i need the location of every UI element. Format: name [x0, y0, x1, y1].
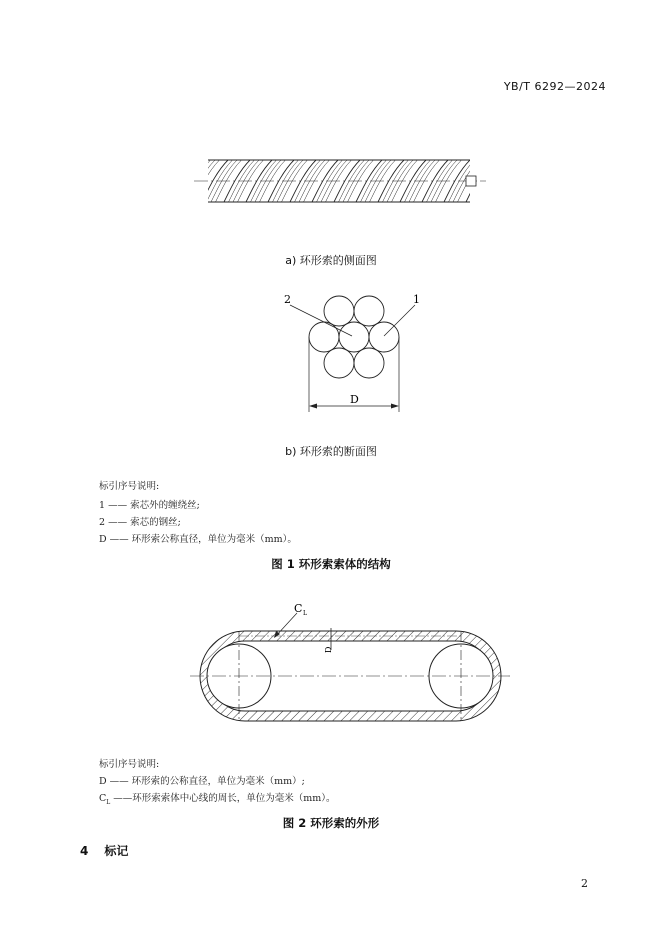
wire-circle: [324, 348, 354, 378]
figure1-title: 图 1 环形索索体的结构: [271, 557, 391, 571]
figure2-legend-item-cl: [99, 790, 336, 806]
figure2-title: 图 2 环形索的外形: [282, 816, 380, 830]
wire-circle: [369, 322, 399, 352]
rope-strand-hatch: [493, 160, 519, 202]
rope-strand: [488, 160, 514, 202]
rope-side-view-diagram: [190, 150, 490, 212]
rope-cross-section-diagram: [276, 286, 420, 416]
page-number: 2: [581, 877, 588, 890]
standard-code: YB/T 6292—2024: [503, 80, 606, 93]
callout-1: 1: [413, 293, 420, 306]
wire-circle: [324, 296, 354, 326]
figure1-legend-item: D —— 环形索公称直径，单位为毫米（mm）。: [99, 534, 297, 545]
figure1-legend-title: 标引序号说明:: [99, 481, 160, 492]
figure1-sub-a-caption: a) 环形索的侧面图: [285, 254, 377, 267]
wire-circle: [354, 348, 384, 378]
figure1-legend-item: 1 —— 索芯外的缠绕丝;: [99, 500, 200, 511]
wire-circle: [339, 322, 369, 352]
wire-circle: [354, 296, 384, 326]
label-c: C: [294, 602, 303, 615]
section-number: 4: [80, 844, 89, 858]
rope-strand-hatch: [502, 160, 528, 202]
wire-circle: [309, 322, 339, 352]
figure2-legend-item: D —— 环形索的公称直径，单位为毫米（mm）;: [99, 776, 305, 787]
callout-2: 2: [284, 293, 291, 306]
ring-rope-outline-diagram: [190, 600, 510, 730]
dimension-d-label: D: [350, 393, 359, 406]
rope-strand-hatch: [497, 160, 523, 202]
section-title: 标记: [104, 844, 129, 858]
cl-symbol: C: [99, 793, 107, 804]
label-c-subscript: L: [303, 610, 307, 617]
label-d: D: [324, 646, 333, 653]
cl-description: ——环形索索体中心线的周长，单位为毫米（mm）。: [110, 793, 336, 804]
section-heading: [80, 842, 144, 859]
figure1-legend-item: 2 —— 索芯的钢丝;: [99, 517, 181, 528]
rope-strand-hatch: [475, 160, 501, 202]
cl-subscript: L: [106, 798, 111, 806]
figure1-sub-b-caption: b) 环形索的断面图: [285, 445, 377, 458]
figure2-legend-title: 标引序号说明:: [99, 759, 160, 770]
